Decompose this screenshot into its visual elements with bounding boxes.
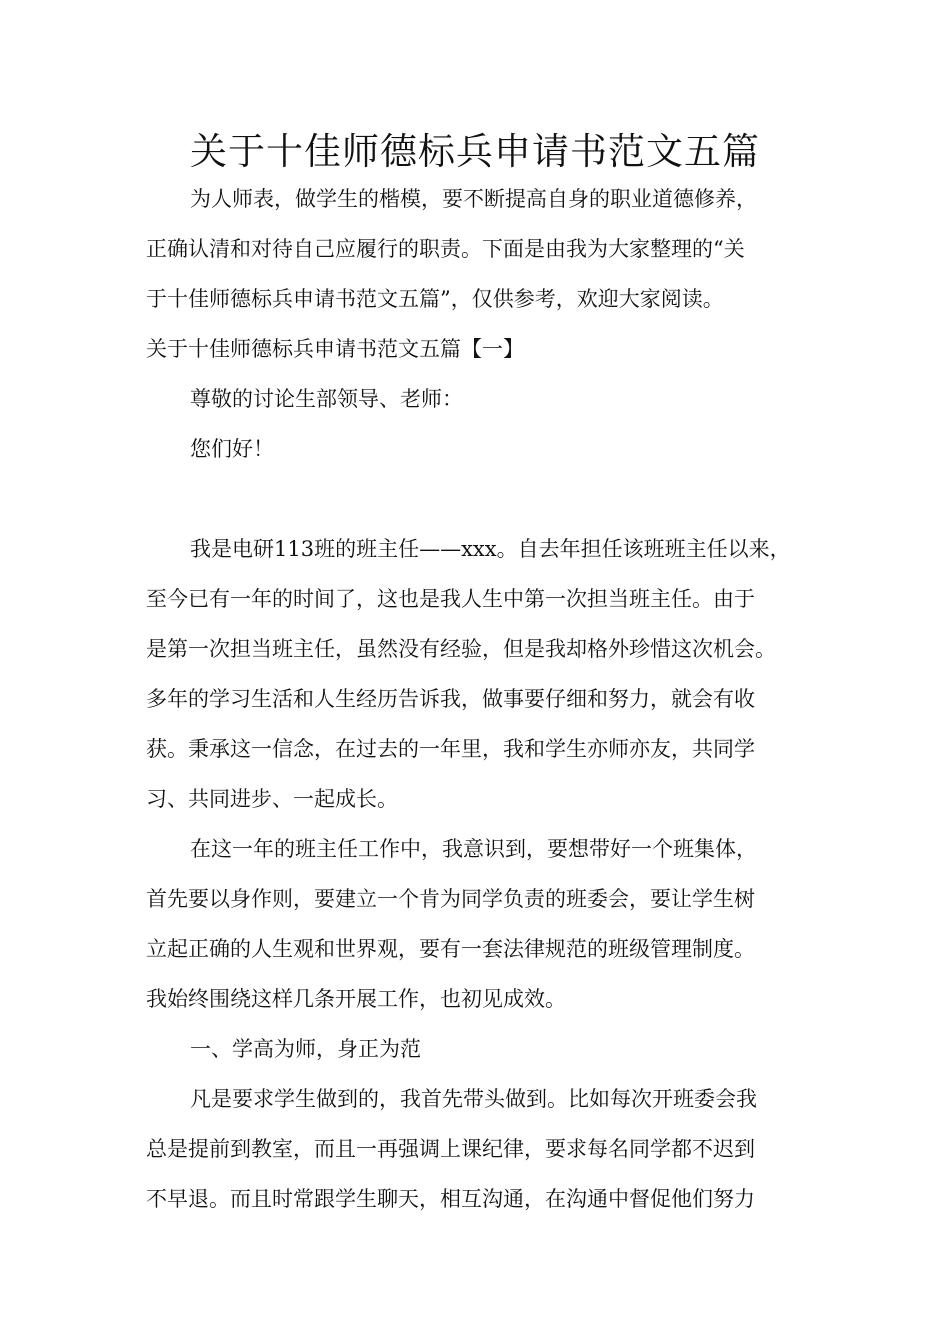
subheading: 一、学高为师，身正为范 [190,1037,421,1061]
paragraph-line: 是第一次担当班主任，虽然没有经验，但是我却格外珍惜这次机会。 [146,637,776,661]
intro-line: 为人师表，做学生的楷模，要不断提高自身的职业道德修养， [190,187,757,211]
paragraph-line: 总是提前到教室，而且一再强调上课纪律，要求每名同学都不迟到 [146,1137,755,1161]
paragraph-line: 首先要以身作则，要建立一个肯为同学负责的班委会，要让学生树 [146,887,755,911]
paragraph-line: 凡是要求学生做到的，我首先带头做到。比如每次开班委会我 [190,1087,757,1111]
paragraph-line: 习、共同进步、一起成长。 [146,787,398,811]
paragraph-line: 我是电研113班的班主任——xxx。自去年担任该班班主任以来， [190,537,791,561]
document-title: 关于十佳师德标兵申请书范文五篇 [190,130,760,173]
paragraph-line: 在这一年的班主任工作中，我意识到，要想带好一个班集体， [190,837,757,861]
section-heading: 关于十佳师德标兵申请书范文五篇【一】 [146,337,524,361]
paragraph-line: 不早退。而且时常跟学生聊天，相互沟通，在沟通中督促他们努力 [146,1187,755,1211]
paragraph-line: 我始终围绕这样几条开展工作，也初见成效。 [146,987,566,1011]
paragraph-line: 立起正确的人生观和世界观，要有一套法律规范的班级管理制度。 [146,937,755,961]
paragraph-line: 多年的学习生活和人生经历告诉我，做事要仔细和努力，就会有收 [146,687,755,711]
intro-line: 正确认清和对待自己应履行的职责。下面是由我为大家整理的“关 [146,237,745,261]
intro-line: 于十佳师德标兵申请书范文五篇”，仅供参考，欢迎大家阅读。 [146,287,724,311]
greeting: 您们好！ [190,437,274,461]
paragraph-line: 获。秉承这一信念，在过去的一年里，我和学生亦师亦友，共同学 [146,737,755,761]
salutation: 尊敬的讨论生部领导、老师： [190,387,463,411]
paragraph-line: 至今已有一年的时间了，这也是我人生中第一次担当班主任。由于 [146,587,755,611]
